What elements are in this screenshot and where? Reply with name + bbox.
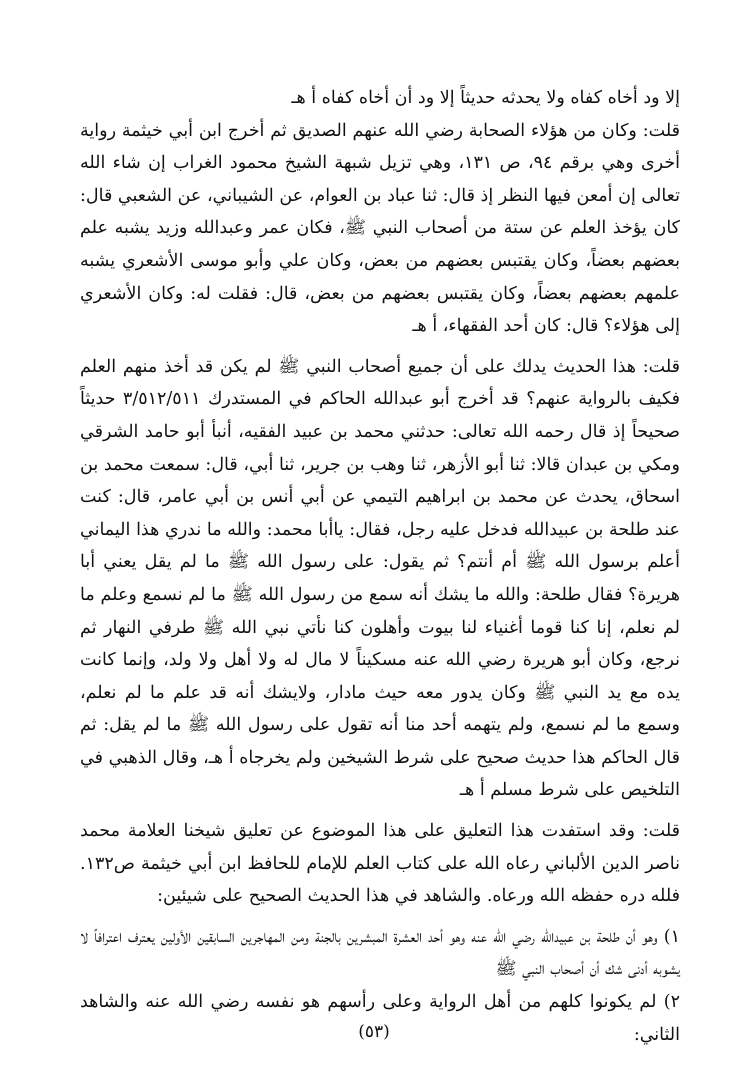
paragraph-6: ٢) لم يكونوا كلهم من أهل الرواية وعلى رأسهم هو نفسه رضي الله عنه والشاهد الثاني: <box>80 992 680 1045</box>
paragraph-5: ١) وهو أن طلحة بن عبيدالله رضي الله عنه وهو أحد العشرة المبشرين بالجنة ومن المهاجرين السابقين الأولين يعترف اعترافاً لا يشوبه أدنى شك أن أصحاب النبي ﷺ <box>80 926 680 980</box>
page-body <box>80 82 680 1051</box>
paragraph-4: قلت: وقد استفدت هذا التعليق على هذا الموضوع عن تعليق شيخنا العلامة محمد ناصر الدين الألباني رعاه الله على كتاب العلم للإمام للحافظ ابن أبي خيثمة ص١٣٢. فلله دره حفظه الله ورعاه. والشاهد في هذا الحديث الصحيح على شيئين: <box>80 821 680 907</box>
paragraph-1: إلا ود أخاه كفاه ولا يحدثه حديثاً إلا ود أن أخاه كفاه أ هـ <box>291 88 680 108</box>
paragraph-2: قلت: وكان من هؤلاء الصحابة رضي الله عنهم الصديق ثم أخرج ابن أبي خيثمة رواية أخرى وهي برقم ٩٤، ص ١٣١، وهي تزيل شبهة الشيخ محمود الغراب إن شاء الله تعالى إن أمعن فيها النظر إذ قال: ثنا عباد بن العوام، عن الشيباني، عن الشعبي قال: كان يؤخذ العلم عن ستة من أصحاب النبي ﷺ، فكان عمر وعبدالله وزيد يشبه علم بعضهم بعضاً، وكان يقتبس بعضهم من بعض، وكان علي وأبو موسى الأشعري يشبه علمهم بعضهم بعضاً، وكان يقتبس بعضهم من بعض، قال: فقلت له: وكان الأشعري إلى هؤلاء؟ قال: كان أحد الفقهاء، أ هـ <box>80 120 680 337</box>
paragraph-3: قلت: هذا الحديث يدلك على أن جميع أصحاب النبي ﷺ لم يكن قد أخذ منهم العلم فكيف بالرواية عنهم؟ قد أخرج أبو عبدالله الحاكم في المستدرك ٣/٥١٢/٥١١ حديثاً صحيحاً إذ قال رحمه الله تعالى: حدثني محمد بن عبيد الفقيه، أنبأ أبو حامد الشرقي ومكي بن عبدان قالا: ثنا أبو الأزهر، ثنا وهب بن جرير، ثنا أبي، قال: سمعت محمد بن اسحاق، يحدث عن محمد بن ابراهيم التيمي عن أبي أنس بن أبي عامر، قال: كنت عند طلحة بن عبيدالله فدخل عليه رجل، فقال: ياأبا محمد: والله ما ندري هذا اليماني أعلم برسول الله ﷺ أم أنتم؟ ثم يقول: على رسول الله ﷺ ما لم يقل يعني أبا هريرة؟ فقال طلحة: والله ما يشك أنه سمع من رسول الله ﷺ ما لم نسمع وعلم ما لم نعلم، إنا كنا قوما أغنياء لنا بيوت وأهلون كنا نأتي نبي الله ﷺ طرفي النهار ثم نرجع، وكان أبو هريرة رضي الله عنه مسكيناً لا مال له ولا أهل ولا ولد، وإنما كانت يده مع يد النبي ﷺ وكان يدور معه حيث مادار، ولايشك أنه قد علم ما لم نعلم، وسمع ما لم نسمع، ولم يتهمه أحد منا أنه تقول على رسول الله ﷺ ما لم يقل: ثم قال الحاكم هذا حديث صحيح على شرط الشيخين ولم يخرجاه أ هـ، وقال الذهبي في التلخيص على شرط مسلم أ هـ <box>80 356 680 801</box>
page-number: (٥٣) <box>358 1022 390 1042</box>
